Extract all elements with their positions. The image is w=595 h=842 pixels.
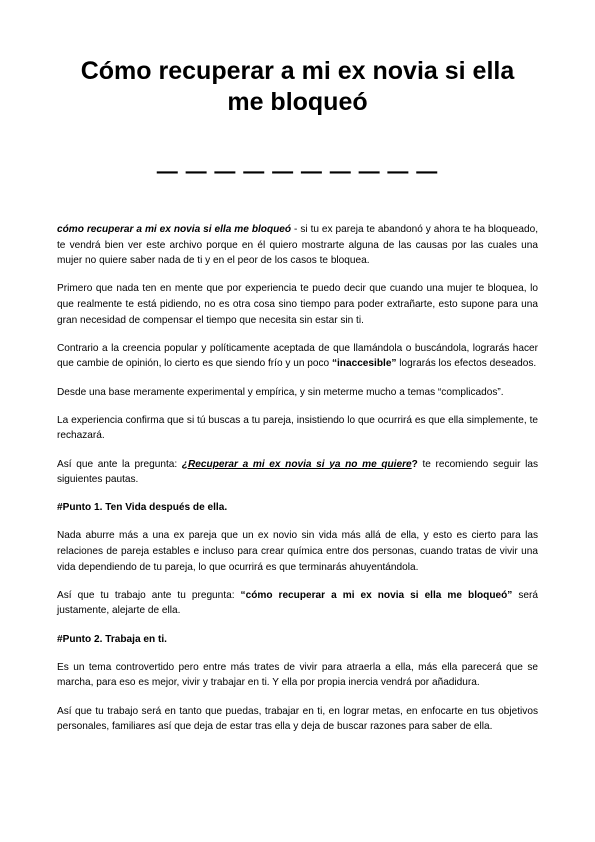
p8-text-pre: Así que tu trabajo ante tu pregunta:	[57, 589, 241, 601]
section-heading-2: #Punto 2. Trabaja en ti.	[57, 633, 167, 645]
intro-keyword: cómo recuperar a mi ex novia si ella me bloqueó	[57, 224, 292, 235]
question-mark: ?	[411, 458, 418, 470]
paragraph-intro	[57, 222, 538, 269]
paragraph-9: Es un tema controvertido pero entre más trates de vivir para atraerla a ella, más ella parecerá que se marcha, para eso es mejor, vivir y trabajar en ti. Y ella por propia inercia vendrá por añadidura.	[57, 661, 538, 689]
paragraph-3	[57, 341, 538, 372]
section-heading-1: #Punto 1. Ten Vida después de ella.	[57, 502, 228, 514]
intro-text: - si tu ex pareja te abandonó y ahora te ha bloqueado, te vendrá bien ver este archivo porque en él quiero mostrarte alguna de las causas por las cuales una mujer no quiere saber nada de ti y en el peor de los casos te bloquea.	[57, 224, 538, 267]
p3-text-pre: Contrario a la creencia popular y políticamente aceptada de que llamándola o buscándola, lograrás hacer que cambie de opinión, lo cierto es que siendo frío y un poco	[57, 342, 538, 370]
document-title: Cómo recuperar a mi ex novia si ella me bloqueó	[80, 57, 515, 116]
p6-text-post: te recomiendo seguir las siguientes pautas.	[57, 458, 538, 486]
paragraph-6	[57, 457, 538, 488]
p3-text-post: lograrás los efectos deseados.	[396, 358, 537, 370]
p8-text-post: será justamente, alejarte de ella.	[57, 589, 538, 617]
question-link[interactable]: ¿Recuperar a mi ex novia si ya no me quiere	[181, 458, 412, 470]
title-divider: — — — — — — — — — —	[156, 160, 439, 183]
paragraph-4: Desde una base meramente experimental y empírica, y sin meterme mucho a temas “complicados”.	[57, 386, 504, 398]
paragraph-8	[57, 588, 538, 619]
paragraph-2: Primero que nada ten en mente que por experiencia te puedo decir que cuando una mujer te bloquea, lo que realmente te está pidiendo, no es otra cosa sino tiempo para poder extrañarte, esto supone para una gran necesidad de compensar el tiempo que necesita sin estar sin ti.	[57, 283, 538, 326]
p8-bold: “cómo recuperar a mi ex novia si ella me bloqueó”	[240, 589, 513, 601]
paragraph-5: La experiencia confirma que si tú buscas a tu pareja, insistiendo lo que ocurrirá es que ella simplemente, te rechazará.	[57, 414, 538, 442]
paragraph-10: Así que tu trabajo será en tanto que puedas, trabajar en ti, en lograr metas, en enfocarte en tus objetivos personales, familiares así que deja de estar tras ella y deja de buscar razones para saber de ella.	[57, 705, 538, 733]
paragraph-7: Nada aburre más a una ex pareja que un ex novio sin vida más allá de ella, y esto es cierto para las relaciones de pareja estables e incluso para crear química entre dos personas, cuando tratas de vivir una vida dependiendo de tu pareja, lo que ocurrirá es que terminarás ahuyentándola.	[57, 530, 538, 573]
document-body	[57, 222, 538, 735]
p6-text-pre: Así que ante la pregunta:	[57, 458, 182, 470]
p3-bold: “inaccesible”	[331, 358, 397, 370]
